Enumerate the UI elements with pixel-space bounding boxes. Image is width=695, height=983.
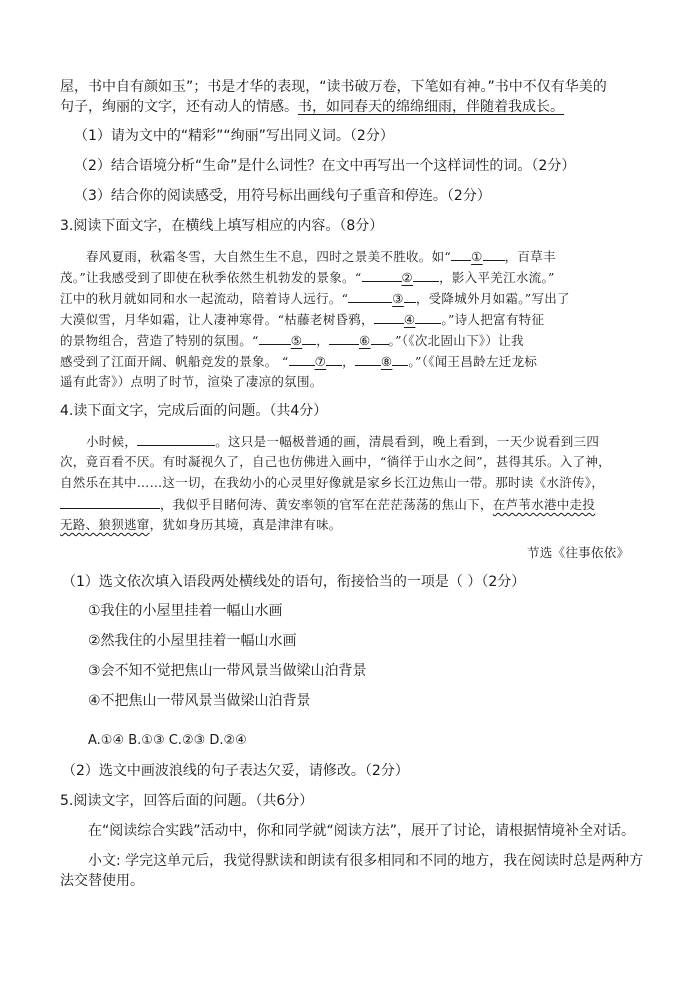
q4-title: 4.读下面文字，完成后面的问题。（共4分） [60, 403, 328, 419]
fill-blank[interactable] [302, 330, 316, 345]
q3-line-6 [60, 351, 537, 372]
fill-blank[interactable] [329, 330, 359, 345]
q3-text: 感受到了江面开阔、帆船竞发的景象。 “ [60, 354, 289, 369]
q4-para-2: 次，竟百看不厌。有时凝视久了，自己也仿佛进入画中，“徜徉于山水之间”，甚得其乐。入了神， [60, 454, 611, 469]
fill-blank[interactable] [362, 267, 402, 282]
source-citation: 节选《往事依依》 [527, 545, 630, 560]
fill-blank[interactable] [137, 431, 215, 446]
blank-marker: ② [401, 270, 414, 285]
blank-marker: ⑥ [359, 333, 371, 348]
q3-text: 江中的秋月就如同和水一起流动，陪着诗人远行。“ [60, 291, 349, 306]
q5-line-3: 法交替使用。 [60, 873, 144, 889]
fill-blank[interactable] [259, 330, 291, 345]
fill-blank[interactable] [326, 351, 342, 366]
blank-marker: ⑦ [314, 354, 327, 369]
q5-title: 5.阅读文字，回答后面的问题。（共6分） [60, 793, 314, 809]
q2-sub-3: （3）结合你的阅读感受，用符号标出画线句子重音和停连。（2分） [74, 188, 491, 204]
fill-blank[interactable] [348, 288, 392, 303]
q3-text: 茂。”让我感受到了即使在秋季依然生机勃发的景象。“ [60, 270, 362, 285]
q3-text: ， [342, 354, 355, 369]
q3-text: 春风夏雨，秋霜冬雪，大自然生生不息，四时之景美不胜收。如“ [86, 249, 452, 264]
blank-marker: ④ [403, 312, 416, 327]
q4-text: 。这只是一幅极普通的画，清晨看到，晚上看到，一天少说看到三四 [215, 434, 600, 449]
q3-title: 3.阅读下面文字，在横线上填写相应的内容。（8分） [60, 218, 384, 234]
option-2: ②然我住的小屋里挂着一幅山水画 [88, 633, 297, 649]
answer-choices: A.①④ B.①③ C.②③ D.②④ [88, 733, 247, 748]
fill-blank[interactable] [371, 330, 389, 345]
q3-text: 的景物组合，营造了特别的氛围。“ [60, 333, 259, 348]
q4-para-5 [60, 515, 342, 535]
q4-text: ，犹如身历其境，真是津津有味。 [149, 517, 342, 532]
q3-line-7: 遥有此寄》）点明了时节，渲染了凄凉的氛围。 [60, 374, 323, 389]
q3-text: ，百草丰 [504, 249, 556, 264]
q5-line-1: 在“阅读综合实践”活动中，你和同学就“阅读方法”，展开了讨论，请根据情境补全对话。 [88, 823, 636, 839]
q3-line-2 [60, 267, 555, 288]
wavy-underlined-text: 无路、狼狈逃窜 [60, 517, 150, 532]
option-1: ①我住的小屋里挂着一幅山水画 [88, 603, 283, 619]
q4-text: ，我似乎目睹何涛、黄安率领的官军在茫茫荡荡的焦山下， [160, 497, 493, 512]
underlined-sentence: 书，如同春天的绵绵细雨，伴随着我成长。 [298, 99, 564, 115]
intro-line-2 [60, 97, 564, 117]
fill-blank[interactable] [413, 267, 439, 282]
q4-para-3: 自然乐在其中……这一切，在我幼小的心灵里好像就是家乡长江边焦山一带。那时读《水浒传》， [60, 475, 605, 490]
q3-text: ， [316, 333, 330, 348]
q4-para-4 [60, 494, 595, 515]
q3-text: ，受降城外月如霜。”写出了 [415, 291, 570, 306]
q4-para-1 [86, 431, 599, 452]
fill-blank[interactable] [392, 351, 408, 366]
q3-text: 。”诗人把富有特征 [441, 312, 545, 327]
fill-blank[interactable] [289, 351, 315, 366]
fill-blank[interactable] [483, 246, 505, 261]
q4-sub-2: （2）选文中画波浪线的句子表达欠妥，请修改。（2分） [62, 763, 409, 779]
blank-marker: ③ [392, 291, 404, 306]
fill-blank[interactable] [355, 351, 381, 366]
q3-line-5 [60, 330, 524, 351]
fill-blank[interactable] [451, 246, 471, 261]
q3-line-1 [86, 246, 556, 267]
q3-text: 。”（《次北固山下》）让我 [388, 333, 524, 348]
q4-sub-1: （1）选文依次填入语段两处横线处的语句，衔接恰当的一项是（ ）（2分） [62, 574, 526, 590]
intro-line-2-text: 句子，绚丽的文字，还有动人的情感。 [60, 99, 298, 115]
q3-line-4 [60, 309, 544, 330]
q3-text: 。”（《闻王昌龄左迁龙标 [408, 354, 538, 369]
q2-sub-2: （2）结合语境分析“生命”是什么词性？在文中再写出一个这样词性的词。（2分） [74, 158, 576, 174]
option-4: ④不把焦山一带风景当做梁山泊背景 [88, 693, 311, 709]
q2-sub-1: （1）请为文中的“精彩”“绚丽”写出同义词。（2分） [74, 128, 394, 144]
intro-line-1: 屋，书中自有颜如玉”；书是才华的表现，“读书破万卷，下笔如有神。”书中不仅有华美的 [60, 79, 607, 95]
fill-blank[interactable] [374, 309, 404, 324]
q4-text: 小时候， [86, 434, 138, 449]
option-3: ③会不知不觉把焦山一带风景当做梁山泊背景 [88, 663, 367, 679]
fill-blank[interactable] [404, 288, 416, 303]
q3-line-3 [60, 288, 570, 309]
q3-text: ，影入平羌江水流。” [439, 270, 555, 285]
wavy-underlined-text: 在芦苇水港中走投 [492, 497, 596, 512]
blank-marker: ⑧ [380, 354, 393, 369]
blank-marker: ① [471, 249, 483, 264]
blank-marker: ⑤ [290, 333, 303, 348]
q5-line-2: 小文: 学完这单元后，我觉得默读和朗读有很多相同和不同的地方，我在阅读时总是两种方 [88, 853, 644, 869]
fill-blank[interactable] [60, 494, 160, 509]
q3-text: 大漠似雪，月华如霜，让人凄神寒骨。“枯藤老树昏鸦， [60, 312, 374, 327]
fill-blank[interactable] [415, 309, 441, 324]
